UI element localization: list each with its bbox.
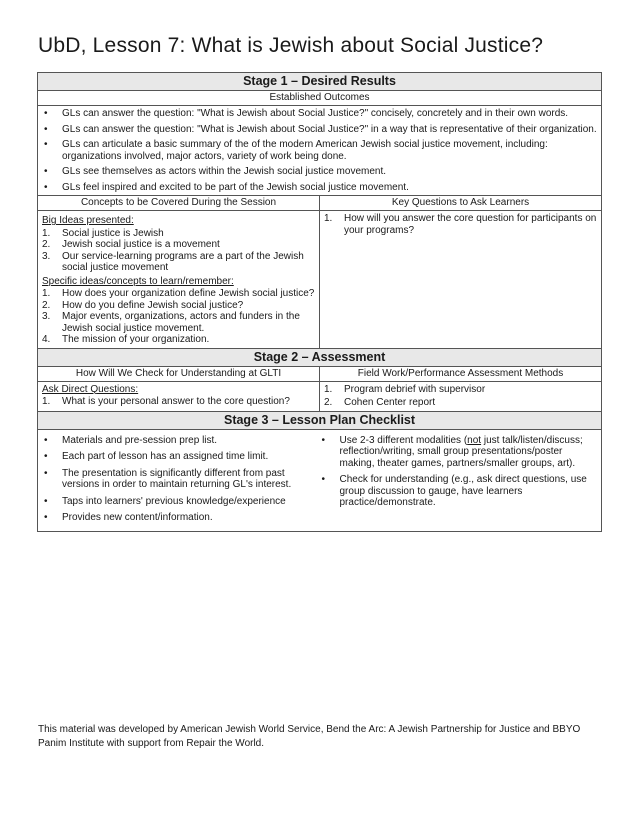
stage3-content-row [38,429,602,531]
list-item: 4. The mission of your organization. [42,334,210,345]
checklist-columns [42,435,597,529]
list-item: • The presentation is significantly different from past versions in order to maintain returning GL's interest. [42,468,320,491]
checklist-left [42,435,320,529]
key-questions-cell [320,211,602,349]
ask-direct-questions-label: Ask Direct Questions: [42,383,139,395]
field-work-cell [320,381,602,411]
stage3-heading-row [38,411,602,429]
list-item: 1. What is your personal answer to the core question? [42,396,290,407]
check-understanding-header: How Will We Check for Understanding at GLTI [38,366,320,381]
page-title: UbD, Lesson 7: What is Jewish about Social Justice? [38,34,544,57]
list-item: 2. Jewish social justice is a movement [42,239,220,250]
stage2-content-row [38,381,602,411]
key-questions-list [324,213,597,236]
methods-list [324,384,597,409]
stage1-column-headers [38,196,602,211]
specific-ideas-label: Specific ideas/concepts to learn/remember: [42,275,234,287]
stage1-content-row [38,211,602,349]
concepts-header: Concepts to be Covered During the Session [38,196,320,211]
list-item: 2. How do you define Jewish social justice? [42,299,244,311]
list-item: 1. How will you answer the core question for participants on your programs? [324,213,597,236]
list-item: • Materials and pre-session prep list. [42,435,320,447]
list-item: • Use 2-3 different modalities (not just talk/listen/discuss; reflection/writing, small group presentations/poster making, theater games, partners/smaller groups, art). [320,435,598,470]
field-work-header: Field Work/Performance Assessment Methods [320,366,602,381]
list-item: 1. Social justice is Jewish [42,227,164,239]
big-ideas-list [42,228,315,274]
list-item: 3. Our service-learning programs are a part of the Jewish social justice movement [42,250,304,273]
list-item: • GLs feel inspired and excited to be part of the Jewish social justice movement. [42,182,597,194]
big-ideas-label: Big Ideas presented: [42,215,134,226]
list-item: • GLs can articulate a basic summary of the of the modern American Jewish social justice movement, including: organizations involved, major actors, variety of work being done. [42,139,597,162]
stage2-column-headers [38,366,602,381]
list-item: • GLs can answer the question: "What is Jewish about Social Justice?" concisely, concretely and in their own words. [42,108,597,120]
stage2-heading: Stage 2 – Assessment [38,348,602,366]
established-outcomes-label: Established Outcomes [38,91,602,106]
stage1-subheading-row [38,91,602,106]
stage1-heading: Stage 1 – Desired Results [38,73,602,91]
lesson-plan-table [37,72,602,532]
footer-credit: This material was developed by American Jewish World Service, Bend the Arc: A Jewish Partnership for Justice and BBYO Panim Institute with support from Repair the World. [38,724,581,749]
list-item: 3. Major events, organizations, actors and funders in the Jewish social justice movement. [42,311,300,334]
list-item: 2. Cohen Center report [324,397,436,408]
outcomes-list [42,108,597,193]
list-item: • GLs can answer the question: "What is Jewish about Social Justice?" in a way that is representative of their organization. [42,124,597,136]
key-questions-header: Key Questions to Ask Learners [320,196,602,211]
list-item: • GLs see themselves as actors within the Jewish social justice movement. [42,166,597,178]
checklist-right [320,435,598,529]
stage1-heading-row [38,73,602,91]
concepts-cell [38,211,320,349]
stage2-heading-row [38,348,602,366]
specific-ideas-list [42,288,315,346]
list-item: • Each part of lesson has an assigned time limit. [42,451,320,463]
list-item: 1. Program debrief with supervisor [324,383,486,395]
stage3-heading: Stage 3 – Lesson Plan Checklist [38,411,602,429]
outcomes-row [38,106,602,196]
list-item: • Check for understanding (e.g., ask direct questions, use group discussion to gauge, have learners practice/demonstrate. [320,474,598,509]
list-item: • Provides new content/information. [42,512,320,524]
ask-questions-list [42,396,315,408]
list-item: 1. How does your organization define Jewish social justice? [42,288,315,299]
list-item: • Taps into learners' previous knowledge/experience [42,496,320,508]
check-understanding-cell [38,381,320,411]
